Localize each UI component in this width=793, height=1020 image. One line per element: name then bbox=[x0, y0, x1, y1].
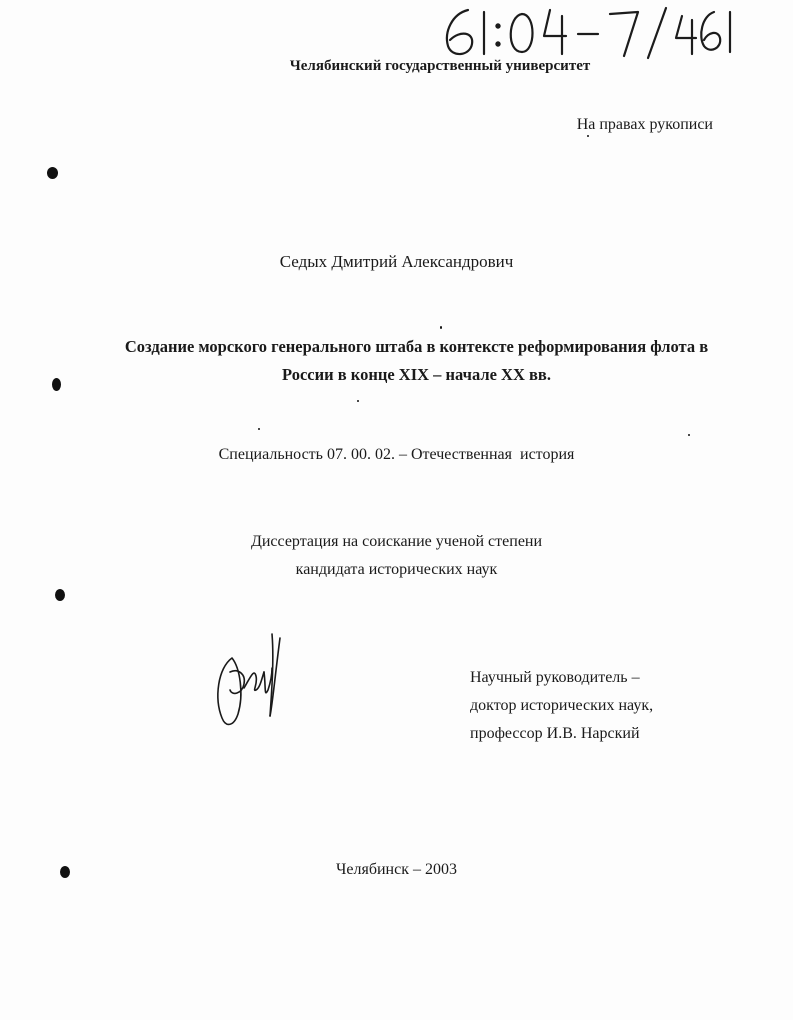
degree-statement bbox=[0, 528, 793, 584]
signature bbox=[210, 628, 290, 732]
binding-hole-mark bbox=[47, 167, 58, 179]
scan-speck bbox=[688, 434, 690, 436]
thesis-title bbox=[100, 333, 733, 389]
scan-speck bbox=[357, 400, 359, 402]
university-name: Челябинский государственный университет bbox=[289, 58, 591, 74]
degree-line-1: Диссертация на соискание ученой степени bbox=[250, 533, 543, 550]
degree-line-2: кандидата исторических наук bbox=[295, 561, 498, 578]
thesis-title-line-1: Создание морского генерального штаба в контексте реформирования флота в bbox=[124, 337, 709, 356]
thesis-title-line-2: России в конце XIX – начале XX вв. bbox=[282, 365, 551, 384]
supervisor-line-1: Научный руководитель – bbox=[470, 669, 640, 686]
scan-speck bbox=[587, 135, 589, 137]
supervisor-line-2: доктор исторических наук, bbox=[470, 697, 654, 714]
binding-hole-mark bbox=[60, 866, 70, 878]
archive-code-handwritten bbox=[438, 2, 738, 60]
scientific-supervisor bbox=[470, 664, 653, 748]
binding-hole-mark bbox=[55, 589, 65, 601]
supervisor-line-3: профессор И.В. Нарский bbox=[470, 725, 640, 742]
binding-hole-mark bbox=[52, 378, 61, 391]
specialty: Специальность 07. 00. 02. – Отечественная история bbox=[218, 446, 575, 463]
scan-speck bbox=[440, 326, 442, 329]
author-name: Седых Дмитрий Александрович bbox=[279, 252, 514, 271]
city-year: Челябинск – 2003 bbox=[336, 861, 457, 878]
scan-speck bbox=[258, 428, 260, 430]
manuscript-rights-note: На правах рукописи bbox=[576, 116, 713, 133]
